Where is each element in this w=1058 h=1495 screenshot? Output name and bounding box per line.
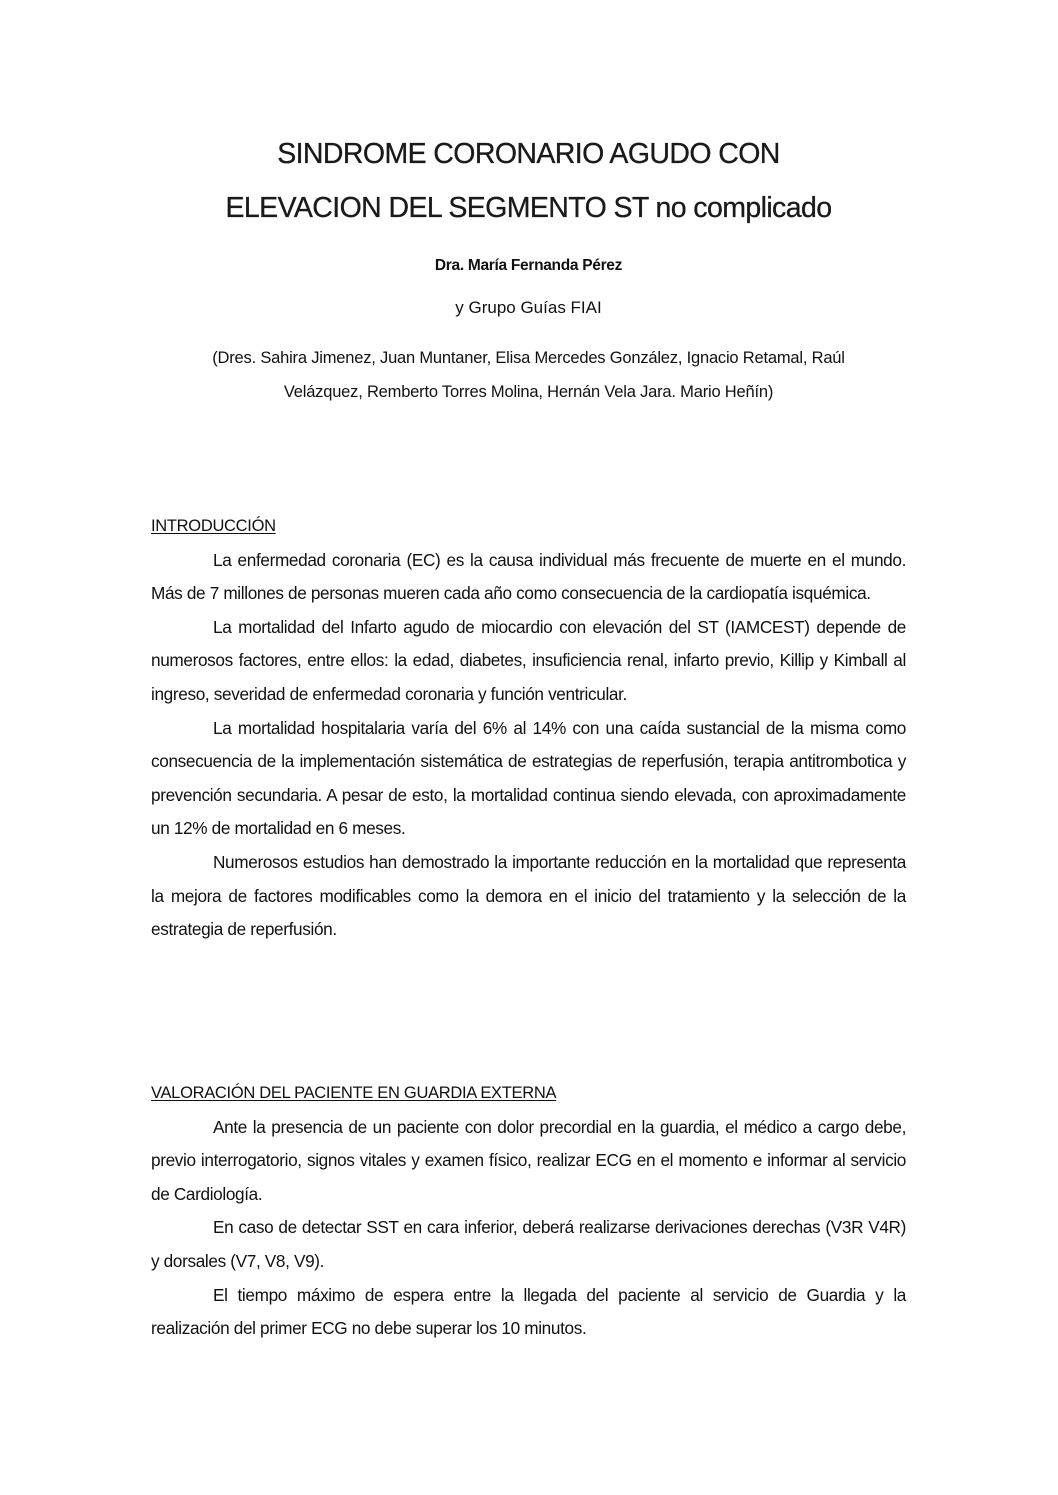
author-group: y Grupo Guías FIAI xyxy=(455,298,602,317)
document-title-line-2: ELEVACION DEL SEGMENTO ST no complicado xyxy=(225,192,832,224)
section-introduccion xyxy=(151,510,906,947)
paragraph: La mortalidad del Infarto agudo de miocardio con elevación del ST (IAMCEST) depende de numerosos factores, entre ellos: la edad, diabetes, insuficiencia renal, infarto previo, Killip y Kimball al ingreso, severidad de enfermedad coronaria y función ventricular. xyxy=(151,616,906,704)
contributors-list xyxy=(151,341,906,409)
section-valoracion-paciente xyxy=(151,1077,906,1346)
paragraph: En caso de detectar SST en cara inferior, deberá realizarse derivaciones derechas (V3R V4R) y dorsales (V7, V8, V9). xyxy=(151,1217,906,1271)
contributors-line-1: (Dres. Sahira Jimenez, Juan Muntaner, Elisa Mercedes González, Ignacio Retamal, Raúl xyxy=(212,349,845,367)
author-name: Dra. María Fernanda Pérez xyxy=(434,257,623,274)
section-heading: INTRODUCCIÓN xyxy=(151,517,276,535)
contributors-line-2: Velázquez, Remberto Torres Molina, Hernán Vela Jara. Mario Heñín) xyxy=(283,383,774,401)
document-title-line-1: SINDROME CORONARIO AGUDO CON xyxy=(277,138,780,170)
paragraph: La mortalidad hospitalaria varía del 6% al 14% con una caída sustancial de la misma como consecuencia de la implementación sistemática de estrategias de reperfusión, terapia antitrombotica y prevención secundaria. A pesar de esto, la mortalidad continua siendo elevada, con aproximadamente un 12% de mortalidad en 6 meses. xyxy=(151,717,906,839)
paragraph: La enfermedad coronaria (EC) es la causa individual más frecuente de muerte en el mundo. Más de 7 millones de personas mueren cada año como consecuencia de la cardiopatía isquémica. xyxy=(151,549,906,604)
paragraph: Numerosos estudios han demostrado la importante reducción en la mortalidad que representa la mejora de factores modificables como la demora en el inicio del tratamiento y la selección de la estrategia de reperfusión. xyxy=(151,851,906,940)
paragraph: Ante la presencia de un paciente con dolor precordial en la guardia, el médico a cargo debe, previo interrogatorio, signos vitales y examen físico, realizar ECG en el momento e informar al servicio de Cardiología. xyxy=(151,1116,906,1204)
paragraph: El tiempo máximo de espera entre la llegada del paciente al servicio de Guardia y la realización del primer ECG no debe superar los 10 minutos. xyxy=(151,1284,906,1339)
section-heading: VALORACIÓN DEL PACIENTE EN GUARDIA EXTERNA xyxy=(151,1084,557,1102)
